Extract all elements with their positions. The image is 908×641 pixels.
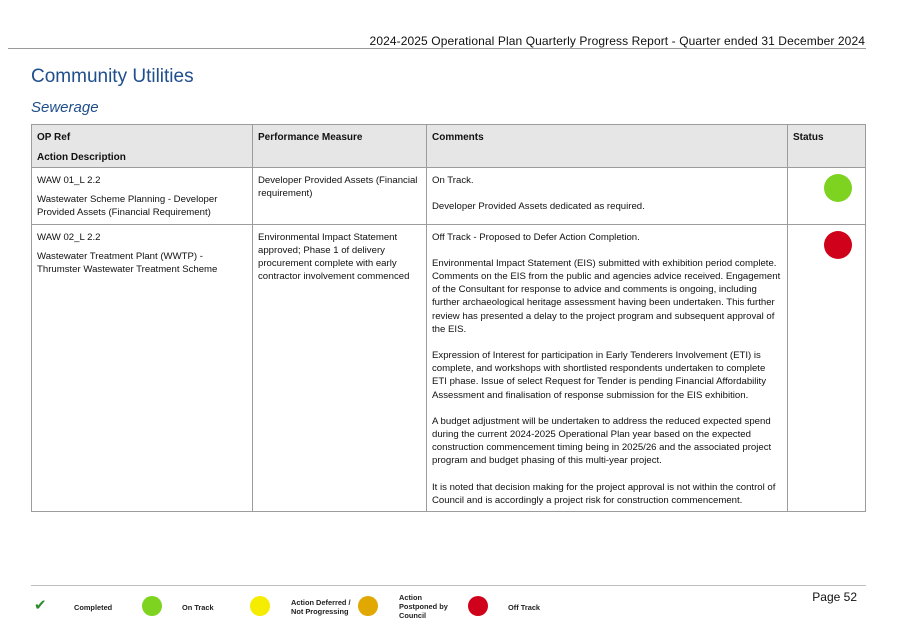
header-op-ref-label: OP Ref: [37, 132, 71, 143]
section-title: Community Utilities: [31, 66, 194, 87]
off-track-dot-icon: [468, 596, 488, 616]
subsection-title: Sewerage: [31, 99, 99, 116]
header-status: Status: [788, 125, 866, 168]
comment-paragraph: Environmental Impact Statement (EIS) submitted with exhibition period complete. Comments on the EIS from the public and agencies advice received. Engagement of the Consultant for response to advice and comments is ongoing, including further archaeological heritage assessment having been undertaken. This further review has presented a delay to the project program and subsequent approval of the EIS.: [432, 257, 781, 335]
legend-postponed-label: [399, 593, 448, 620]
page-number: Page 52: [812, 590, 857, 604]
op-ref-code: WAW 02_L 2.2: [37, 231, 101, 243]
legend-postponed-line3: Council: [399, 611, 427, 620]
table-row: [32, 224, 866, 511]
legend-on-track-label: On Track: [182, 603, 214, 612]
cell-comments: [427, 224, 788, 511]
header-op-ref: [32, 125, 253, 168]
legend-completed-label: Completed: [74, 603, 113, 612]
cell-status: [788, 224, 866, 511]
cell-performance-measure: Developer Provided Assets (Financial requirement): [253, 168, 427, 225]
cell-op-ref: [32, 168, 253, 225]
cell-op-ref: [32, 224, 253, 511]
cell-status: [788, 168, 866, 225]
postponed-dot-icon: [358, 596, 378, 616]
comment-paragraph: Expression of Interest for participation in Early Tenderers Involvement (ETI) is complete, and workshops with shortlisted respondents undertaken to complete ETI phase. Issue of select Request for Tender is pending Financial Affordability Assessment and finalisation of response submission for the EIS exhibition.: [432, 350, 767, 401]
action-description: Wastewater Treatment Plant (WWTP) - Thrumster Wastewater Treatment Scheme: [37, 250, 218, 276]
report-header-title: 2024-2025 Operational Plan Quarterly Progress Report - Quarter ended 31 December 2024: [369, 34, 865, 48]
cell-performance-measure: Environmental Impact Statement approved; Phase 1 of delivery procurement complete with early contractor involvement commenced: [253, 224, 427, 511]
comment-paragraph: It is noted that decision making for the project approval is not within the control of Council and is accordingly a project risk for construction commencement.: [432, 481, 776, 506]
status-on-track-icon: [824, 174, 852, 202]
cell-comments: [427, 168, 788, 225]
comment-paragraph: A budget adjustment will be undertaken to address the reduced expected spend during the current 2024-2025 Operational Plan year based on the expected construction commencement timing being in 2025/26 and the associated project program and budget phasing of this multi-year project.: [432, 415, 772, 467]
header-comments: Comments: [427, 125, 788, 168]
status-off-track-icon: [824, 231, 852, 259]
header-action-description-label: Action Description: [37, 152, 126, 163]
on-track-dot-icon: [142, 596, 162, 616]
legend-deferred-line1: Action Deferred /: [291, 598, 351, 607]
table-header-row: [32, 125, 866, 168]
completed-check-icon: ✔: [34, 597, 47, 614]
comment-paragraph: On Track.: [432, 175, 474, 186]
header-divider: [8, 48, 866, 49]
status-legend: [34, 592, 594, 628]
legend-deferred-line2: Not Progressing: [291, 607, 349, 616]
header-performance-measure: Performance Measure: [253, 125, 427, 168]
footer-divider: [31, 585, 866, 586]
legend-deferred-label: [291, 598, 351, 616]
op-ref-code: WAW 01_L 2.2: [37, 175, 101, 186]
comment-paragraph: Off Track - Proposed to Defer Action Completion.: [432, 231, 640, 243]
legend-postponed-line2: Postponed by: [399, 602, 448, 611]
legend-off-track-label: Off Track: [508, 603, 541, 612]
deferred-dot-icon: [250, 596, 270, 616]
table-row: [32, 168, 866, 225]
progress-table: [31, 124, 866, 512]
comment-paragraph: Developer Provided Assets dedicated as required.: [432, 201, 645, 213]
action-description: Wastewater Scheme Planning - Developer Provided Assets (Financial Requirement): [37, 194, 218, 219]
legend-postponed-line1: Action: [399, 593, 422, 602]
